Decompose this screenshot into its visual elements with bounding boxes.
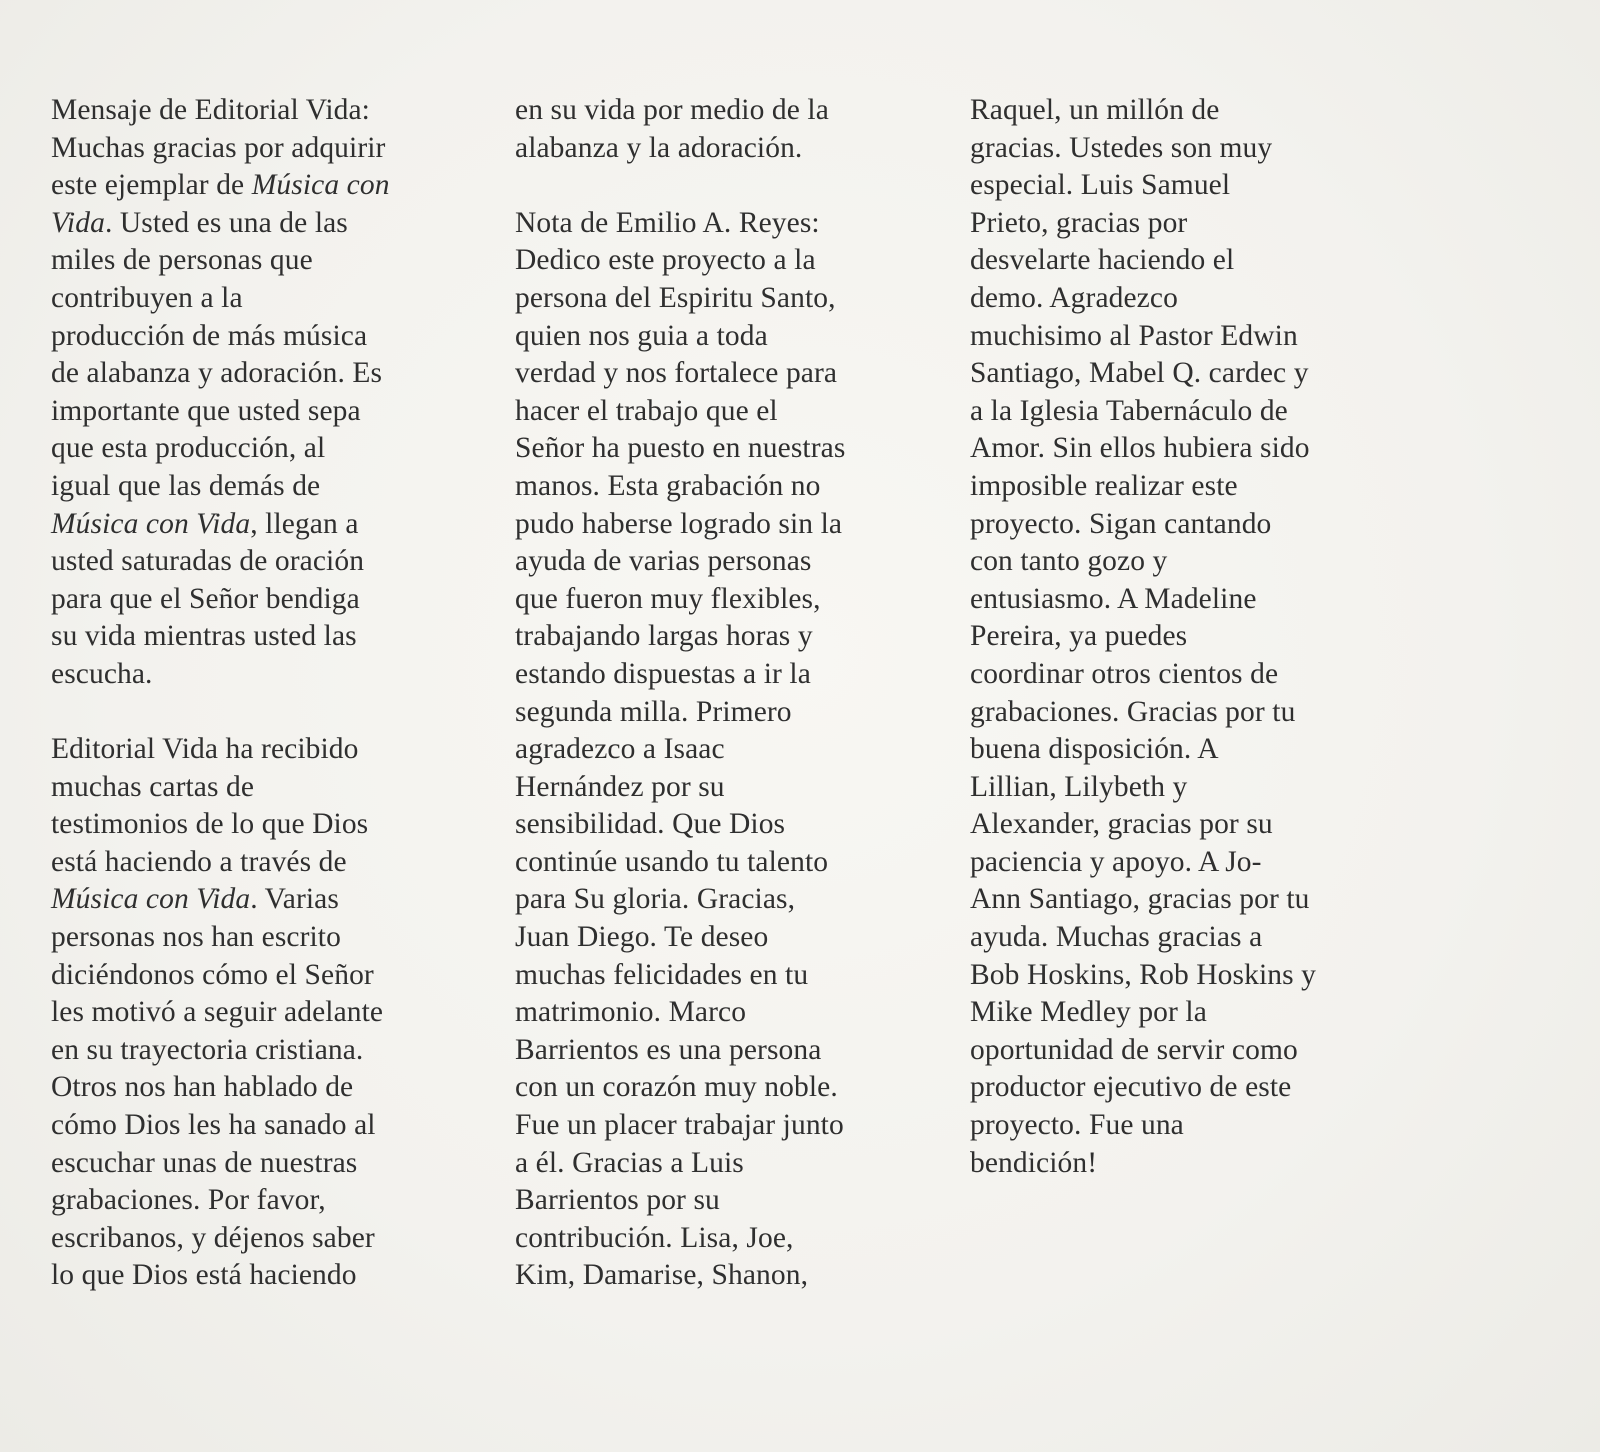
text-line (51, 355, 491, 393)
text-segment: . Varias (250, 883, 339, 916)
text-segment: especial. Luis Samuel (970, 169, 1231, 202)
text-segment: miles de personas que (51, 244, 313, 277)
text-line (515, 806, 955, 844)
text-line (970, 581, 1415, 619)
text-segment: Editorial Vida ha recibido (51, 733, 359, 766)
text-segment: matrimonio. Marco (515, 996, 747, 1029)
paragraph (51, 92, 491, 694)
text-segment: verdad y nos fortalece para (515, 357, 838, 390)
album-title-italic: Música con Vida (51, 883, 251, 916)
text-line (51, 656, 491, 694)
text-segment: escribanos, y déjenos saber (51, 1221, 375, 1254)
text-line (515, 1032, 955, 1070)
text-line (515, 1107, 955, 1145)
text-line (970, 318, 1415, 356)
text-line (51, 994, 491, 1032)
text-segment: Alexander, gracias por su (970, 808, 1273, 841)
text-line (51, 318, 491, 356)
text-segment: Otros nos han hablado de (51, 1071, 354, 1104)
text-segment: lo que Dios está haciendo (51, 1259, 357, 1292)
text-line (51, 506, 491, 544)
text-line (515, 543, 955, 581)
text-line (51, 130, 491, 168)
text-segment: paciencia y apoyo. A Jo- (970, 845, 1262, 878)
text-segment: pudo haberse logrado sin la (515, 507, 843, 540)
text-line (515, 881, 955, 919)
paragraph (51, 731, 491, 1295)
text-line (970, 280, 1415, 318)
text-segment: Pereira, ya puedes (970, 620, 1188, 653)
text-segment: a la Iglesia Tabernáculo de (970, 394, 1288, 427)
text-line (970, 430, 1415, 468)
text-segment: Kim, Damarise, Shanon, (515, 1259, 809, 1292)
text-segment: Señor ha puesto en nuestras (515, 432, 846, 465)
text-line (970, 731, 1415, 769)
text-line (51, 543, 491, 581)
text-segment: entusiasmo. A Madeline (970, 582, 1257, 615)
text-segment: buena disposición. A (970, 733, 1219, 766)
text-segment: cómo Dios les ha sanado al (51, 1109, 376, 1142)
text-line (515, 205, 955, 243)
text-line (51, 844, 491, 882)
text-segment: Amor. Sin ellos hubiera sido (970, 432, 1310, 465)
text-line (51, 92, 491, 130)
text-segment: estando dispuestas a ir la (515, 657, 811, 690)
text-line (970, 1107, 1415, 1145)
text-segment: Barrientos es una persona (515, 1033, 822, 1066)
text-segment: Muchas gracias por adquirir (51, 131, 386, 164)
text-line (970, 957, 1415, 995)
text-line (51, 242, 491, 280)
text-line (970, 543, 1415, 581)
text-segment: Mensaje de Editorial Vida: (51, 94, 370, 126)
text-segment: alabanza y la adoración. (515, 131, 803, 164)
text-segment: escuchar unas de nuestras (51, 1146, 358, 1179)
text-segment: que esta producción, al (51, 432, 326, 465)
text-line (515, 468, 955, 506)
text-segment: este ejemplar de (51, 169, 252, 202)
text-segment: en su trayectoria cristiana. (51, 1033, 364, 1066)
text-line (515, 506, 955, 544)
text-line (51, 881, 491, 919)
text-segment: coordinar otros cientos de (970, 657, 1279, 690)
text-line (515, 430, 955, 468)
text-segment: productor ejecutivo de este (970, 1071, 1292, 1104)
text-segment: . Usted es una de las (104, 206, 348, 239)
text-segment: Bob Hoskins, Rob Hoskins y (970, 958, 1316, 991)
text-line (970, 881, 1415, 919)
text-line (51, 769, 491, 807)
text-segment: contribución. Lisa, Joe, (515, 1221, 794, 1254)
text-segment: Raquel, un millón de (970, 94, 1220, 126)
text-line (515, 618, 955, 656)
paragraph-gap (51, 694, 491, 732)
text-line (970, 92, 1415, 130)
text-segment: importante que usted sepa (51, 394, 361, 427)
album-title-italic: Música con Vida (51, 507, 251, 540)
text-segment: bendición! (970, 1146, 1098, 1179)
text-line (515, 844, 955, 882)
text-line (970, 994, 1415, 1032)
text-segment: agradezco a Isaac (515, 733, 725, 766)
text-line (515, 92, 955, 130)
text-line (51, 205, 491, 243)
text-segment: su vida mientras usted las (51, 620, 357, 653)
text-line (970, 1145, 1415, 1183)
text-segment: está haciendo a través de (51, 845, 347, 878)
text-line (51, 393, 491, 431)
text-line (51, 1107, 491, 1145)
text-segment: manos. Esta grabación no (515, 469, 821, 502)
text-line (51, 280, 491, 318)
text-segment: Fue un placer trabajar junto (515, 1109, 844, 1142)
text-segment: escucha. (51, 657, 153, 690)
text-segment: muchas felicidades en tu (515, 958, 809, 991)
text-line (970, 769, 1415, 807)
text-segment: les motivó a seguir adelante (51, 996, 384, 1029)
text-segment: Hernández por su (515, 770, 725, 803)
text-line (51, 919, 491, 957)
text-segment: , llegan a (250, 507, 359, 540)
text-line (515, 242, 955, 280)
text-line (970, 468, 1415, 506)
text-line (970, 618, 1415, 656)
paragraph (515, 92, 955, 167)
text-segment: personas nos han escrito (51, 921, 341, 954)
text-line (51, 731, 491, 769)
text-segment: Prieto, gracias por (970, 206, 1188, 239)
text-segment: muchas cartas de (51, 770, 255, 803)
text-line (515, 1069, 955, 1107)
text-line (51, 957, 491, 995)
text-segment: desvelarte haciendo el (970, 244, 1235, 277)
text-line (970, 1032, 1415, 1070)
text-line (970, 919, 1415, 957)
paragraph (515, 205, 955, 1295)
text-segment: usted saturadas de oración (51, 545, 365, 578)
text-line (970, 844, 1415, 882)
text-line (970, 1069, 1415, 1107)
text-line (515, 919, 955, 957)
text-segment: testimonios de lo que Dios (51, 808, 369, 841)
text-line (51, 1182, 491, 1220)
text-segment: muchisimo al Pastor Edwin (970, 319, 1298, 352)
text-line (515, 355, 955, 393)
text-segment: diciéndonos cómo el Señor (51, 958, 374, 991)
text-line (51, 618, 491, 656)
text-segment: persona del Espiritu Santo, (515, 281, 836, 314)
text-line (515, 694, 955, 732)
text-line (51, 581, 491, 619)
text-segment: Barrientos por su (515, 1184, 720, 1217)
text-line (970, 130, 1415, 168)
text-line (51, 468, 491, 506)
text-segment: ayuda de varias personas (515, 545, 812, 578)
text-segment: a él. Gracias a Luis (515, 1146, 744, 1179)
text-segment: trabajando largas horas y (515, 620, 813, 653)
text-line (970, 205, 1415, 243)
text-segment: oportunidad de servir como (970, 1033, 1298, 1066)
text-segment: proyecto. Sigan cantando (970, 507, 1272, 540)
text-segment: gracias. Ustedes son muy (970, 131, 1273, 164)
text-line (51, 1220, 491, 1258)
text-segment: igual que las demás de (51, 469, 321, 502)
text-line (970, 393, 1415, 431)
text-segment: continúe usando tu talento (515, 845, 829, 878)
text-segment: para Su gloria. Gracias, (515, 883, 796, 916)
text-line (515, 1182, 955, 1220)
text-line (51, 1032, 491, 1070)
text-line (515, 769, 955, 807)
text-line (515, 1145, 955, 1183)
text-line (970, 656, 1415, 694)
text-segment: Lillian, Lilybeth y (970, 770, 1188, 803)
text-segment: grabaciones. Por favor, (51, 1184, 326, 1217)
text-segment: que fueron muy flexibles, (515, 582, 821, 615)
paragraph-gap (515, 167, 955, 205)
text-segment: Juan Diego. Te deseo (515, 921, 769, 954)
text-segment: sensibilidad. Que Dios (515, 808, 786, 841)
column-left (51, 92, 491, 1295)
text-line (515, 318, 955, 356)
text-line (51, 167, 491, 205)
text-line (970, 506, 1415, 544)
text-line (515, 280, 955, 318)
text-segment: proyecto. Fue una (970, 1109, 1184, 1142)
text-segment: Nota de Emilio A. Reyes: (515, 206, 820, 239)
text-segment: demo. Agradezco (970, 281, 1178, 314)
text-segment: quien nos guia a toda (515, 319, 768, 352)
text-segment: en su vida por medio de la (515, 94, 829, 126)
text-line (970, 806, 1415, 844)
text-line (515, 957, 955, 995)
text-segment: Mike Medley por la (970, 996, 1207, 1029)
text-line (970, 355, 1415, 393)
text-line (970, 242, 1415, 280)
text-line (515, 731, 955, 769)
text-line (51, 430, 491, 468)
text-segment: segunda milla. Primero (515, 695, 792, 728)
text-line (515, 1220, 955, 1258)
text-line (51, 1069, 491, 1107)
text-segment: con tanto gozo y (970, 545, 1168, 578)
text-line (970, 694, 1415, 732)
text-line (515, 1257, 955, 1295)
text-line (51, 806, 491, 844)
text-line (515, 130, 955, 168)
text-line (970, 167, 1415, 205)
text-segment: de alabanza y adoración. Es (51, 357, 383, 390)
text-line (515, 994, 955, 1032)
text-segment: Santiago, Mabel Q. cardec y (970, 357, 1309, 390)
text-line (51, 1145, 491, 1183)
text-line (51, 1257, 491, 1295)
text-segment: contribuyen a la (51, 281, 243, 314)
text-segment: producción de más música (51, 319, 368, 352)
column-middle (515, 92, 955, 1295)
text-line (515, 393, 955, 431)
text-segment: Dedico este proyecto a la (515, 244, 816, 277)
text-segment: Ann Santiago, gracias por tu (970, 883, 1310, 916)
text-segment: con un corazón muy noble. (515, 1071, 838, 1104)
text-segment: grabaciones. Gracias por tu (970, 695, 1296, 728)
text-segment: para que el Señor bendiga (51, 582, 360, 615)
text-line (515, 656, 955, 694)
text-segment: hacer el trabajo que el (515, 394, 778, 427)
album-title-italic: Música con (251, 169, 390, 202)
album-title-italic: Vida (51, 206, 105, 239)
text-segment: ayuda. Muchas gracias a (970, 921, 1263, 954)
text-segment: imposible realizar este (970, 469, 1238, 502)
column-right (970, 92, 1415, 1182)
text-line (515, 581, 955, 619)
paragraph (970, 92, 1415, 1182)
